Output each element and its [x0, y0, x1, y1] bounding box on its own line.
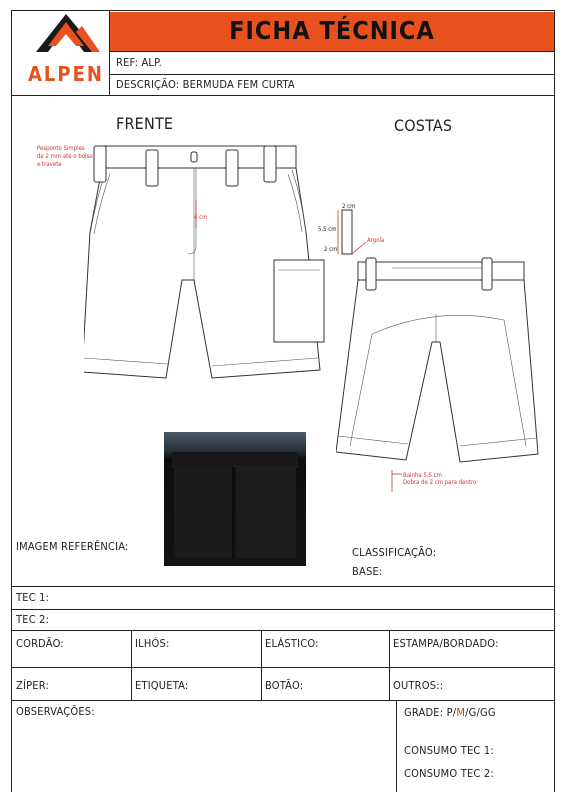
tec1-field: TEC 1:: [16, 591, 50, 604]
row-line-1: [11, 586, 555, 587]
frame-right: [554, 10, 555, 792]
ilhos-field: ILHÓS:: [135, 637, 170, 650]
col-line-1: [131, 630, 132, 700]
elastico-field: ELÁSTICO:: [265, 637, 319, 650]
ref-divider: [110, 74, 555, 75]
back-dim-top: 2 cm: [342, 203, 356, 210]
front-fly-dimension: 4 cm: [194, 214, 208, 221]
hem-note-line2: Dobra de 2 cm para dentro: [403, 479, 477, 486]
row-line-3: [11, 630, 555, 631]
reference-label: IMAGEM REFERÊNCIA:: [16, 540, 129, 553]
hem-pointer: [390, 470, 404, 496]
tec2-field: TEC 2:: [16, 613, 50, 626]
front-note-line2: de 2 mm até o bolso: [37, 153, 93, 160]
footer-col-line: [396, 700, 397, 792]
grade-suffix: /G/GG: [465, 706, 496, 719]
frame-top: [11, 10, 555, 11]
reference-photo-leg-right: [236, 466, 296, 558]
front-note-line1: Pesponto Simples: [37, 145, 85, 152]
page-title: FICHA TÉCNICA: [229, 16, 435, 45]
col-line-2: [261, 630, 262, 700]
consumo-tec2-field: CONSUMO TEC 2:: [404, 767, 494, 780]
front-view-label: FRENTE: [116, 114, 174, 133]
back-view-label: COSTAS: [394, 116, 453, 135]
description-field: DESCRIÇÃO: BERMUDA FEM CURTA: [116, 78, 295, 91]
hem-note-line1: Bainha 5,5 cm: [403, 472, 442, 479]
consumo-tec1-field: CONSUMO TEC 1:: [404, 744, 494, 757]
reference-photo: [164, 432, 306, 566]
logo-text: ALPEN: [28, 62, 104, 86]
back-dim-mid: 5,5 cm: [318, 226, 337, 233]
ziper-field: ZÍPER:: [16, 679, 49, 692]
etiqueta-field: ETIQUETA:: [135, 679, 189, 692]
botao-field: BOTÃO:: [265, 679, 304, 692]
classification-label: CLASSIFICAÇÃO:: [352, 546, 437, 559]
ref-field: REF: ALP.: [116, 56, 162, 69]
reference-photo-leg-left: [174, 466, 233, 558]
row-line-4: [11, 667, 555, 668]
frame-left: [11, 10, 12, 792]
grade-prefix: GRADE: P/: [404, 706, 457, 719]
alpen-logo-mark: [28, 12, 108, 62]
grade-field: [404, 707, 496, 718]
back-dim-bot: 2 cm: [324, 246, 338, 253]
outros-field: OUTROS::: [393, 679, 444, 692]
observacoes-field: OBSERVAÇÕES:: [16, 705, 95, 718]
back-ring-label: Argola: [367, 237, 385, 244]
cordao-field: CORDÃO:: [16, 637, 64, 650]
row-line-5: [11, 700, 555, 701]
grade-highlight: M: [456, 706, 466, 719]
base-label: BASE:: [352, 565, 383, 578]
estampa-field: ESTAMPA/BORDADO:: [393, 637, 499, 650]
col-line-3: [389, 630, 390, 700]
row-line-2: [11, 609, 555, 610]
header-bottom: [11, 95, 555, 96]
front-note-line3: e travete: [37, 161, 62, 168]
front-shorts-drawing: [84, 140, 334, 385]
reference-photo-waist: [172, 452, 298, 467]
